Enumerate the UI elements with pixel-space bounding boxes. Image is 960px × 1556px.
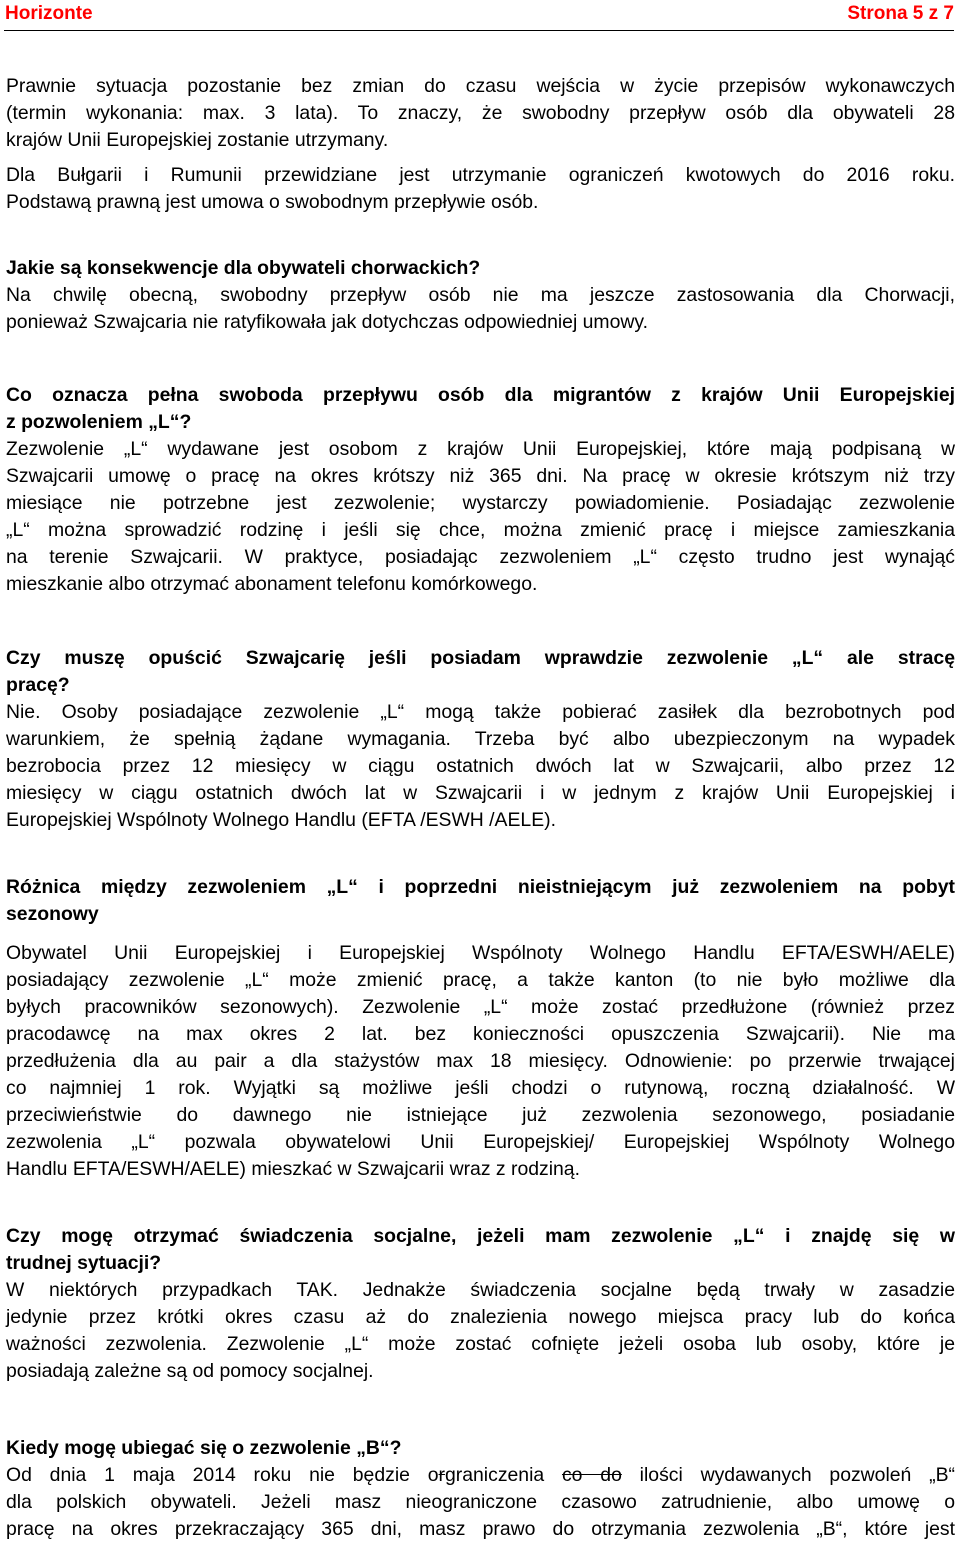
text-line: przedłużenia dla au pair a dla stażystów max 18 miesięcy. Odnowienie: po przerwie trwającej — [6, 1050, 955, 1072]
text-line: byłych pracowników sezonowych). Zezwolenie „L“ może zostać przedłużone (również przez — [6, 996, 955, 1018]
section-social-benefits — [6, 1223, 955, 1385]
text-line: dla polskich obywateli. Jeżeli masz nieograniczone czasowo zatrudnienie, albo umowę o — [6, 1491, 955, 1513]
section-heading: Czy muszę opuścić Szwajcarię jeśli posiadam wprawdzie zezwolenie „L“ ale stracę — [6, 647, 955, 669]
section-heading: Czy mogę otrzymać świadczenia socjalne, jeżeli mam zezwolenie „L“ i znajdę się w — [6, 1225, 955, 1247]
text-line: pracę na okres przekraczający 365 dni, masz prawo do otrzymania zezwolenia „B“, które jest — [6, 1518, 955, 1540]
section-heading: Co oznacza pełna swoboda przepływu osób dla migrantów z krajów Unii Europejskiej — [6, 384, 955, 406]
text-line: miesięcy w ciągu ostatnich dwóch lat w Szwajcarii i w jednym z krajów Unii Europejskiej i — [6, 782, 955, 804]
text-line: Obywatel Unii Europejskiej i Europejskiej Wspólnoty Wolnego Handlu EFTA/ESWH/AELE) — [6, 942, 955, 964]
text-line: (termin wykonania: max. 3 lata). To znaczy, że swobodny przepływ osób dla obywateli 28 — [6, 102, 955, 124]
text-line: co najmniej 1 rok. Wyjątki są możliwe jeśli chodzi o rutynową, roczną działalność. W — [6, 1077, 955, 1099]
text-line: warunkiem, że spełnią żądane wymagania. Trzeba być albo ubezpieczonym na wypadek — [6, 728, 955, 750]
text-line: ważności zezwolenia. Zezwolenie „L“ może zostać cofnięte jeżeli osoba lub osoby, które je — [6, 1333, 955, 1355]
text-line: „L“ można sprowadzić rodzinę i jeśli się chce, można zmienić pracę i miejsce zamieszkania — [6, 519, 955, 541]
text-line: Zezwolenie „L“ wydawane jest osobom z krajów Unii Europejskiej, które mają podpisaną w — [6, 438, 955, 460]
section-difference-body — [6, 940, 955, 1183]
header-title: Horizonte — [5, 3, 93, 24]
section-difference — [6, 874, 955, 928]
section-heading: Kiedy mogę ubiegać się o zezwolenie „B“? — [6, 1437, 402, 1459]
text-line: jedynie przez krótki okres czasu aż do znalezienia nowego miejsca pracy lub do końca — [6, 1306, 955, 1328]
section-heading: z pozwoleniem „L“? — [6, 411, 192, 433]
text-line: Dla Bułgarii i Rumunii przewidziane jest utrzymanie ograniczeń kwotowych do 2016 roku. — [6, 164, 955, 186]
text-line: pracodawcę na max okres 2 lat. bez konieczności opuszczenia Szwajcarii). Nie ma — [6, 1023, 955, 1045]
text-line: W niektórych przypadkach TAK. Jednakże świadczenia socjalne będą trwały w zasadzie — [6, 1279, 955, 1301]
text-line: bezrobocia przez 12 miesięcy w ciągu ostatnich dwóch lat w Szwajcarii, albo przez 12 — [6, 755, 955, 777]
text-line: Szwajcarii umowę o pracę na okres krótszy niż 365 dni. Na pracę w okresie krótszym niż trzy — [6, 465, 955, 487]
page-header — [4, 0, 954, 31]
text-run: graniczenia — [445, 1464, 562, 1486]
text-line: mieszkanie albo otrzymać abonament telefonu komórkowego. — [6, 573, 538, 595]
section-heading: Jakie są konsekwencje dla obywateli chorwackich? — [6, 257, 481, 279]
text-run: Od dnia 1 maja 2014 roku nie będzie o — [6, 1464, 439, 1486]
section-job-loss — [6, 645, 955, 834]
text-line: posiadający zezwolenie „L“ może zmienić pracę, a także kanton (to nie było możliwe dla — [6, 969, 955, 991]
text-run: ilości wydawanych pozwoleń „B“ — [621, 1464, 956, 1486]
page-number: Strona 5 z 7 — [847, 3, 954, 24]
text-line: zezwolenia „L“ pozwala obywatelowi Unii Europejskiej/ Europejskiej Wspólnoty Wolnego — [6, 1131, 955, 1153]
section-heading: Różnica między zezwoleniem „L“ i poprzedni nieistniejącym już zezwoleniem na pobyt — [6, 876, 955, 898]
section-heading: pracę? — [6, 674, 70, 696]
text-line: Handlu EFTA/ESWH/AELE) mieszkać w Szwajcarii wraz z rodziną. — [6, 1158, 580, 1180]
intro-paragraph-2 — [6, 162, 955, 216]
intro-paragraph — [6, 73, 955, 154]
section-heading: sezonowy — [6, 903, 99, 925]
section-permit-b — [6, 1435, 955, 1543]
text-line: Nie. Osoby posiadające zezwolenie „L“ mogą także pobierać zasiłek dla bezrobotnych pod — [6, 701, 955, 723]
text-line: miesiące nie potrzebne jest zezwolenie; wystarczy powiadomienie. Posiadając zezwolenie — [6, 492, 955, 514]
text-line: przeciwieństwie do dawnego nie istniejące już zezwolenia sezonowego, posiadanie — [6, 1104, 955, 1126]
text-line: krajów Unii Europejskiej zostanie utrzymany. — [6, 129, 389, 151]
section-permit-l — [6, 382, 955, 598]
text-line: Europejskiej Wspólnoty Wolnego Handlu (EFTA /ESWH /AELE). — [6, 809, 556, 831]
struck-text: co do — [561, 1464, 622, 1486]
text-line-with-strikethrough — [6, 1462, 955, 1489]
text-line: ponieważ Szwajcaria nie ratyfikowała jak dotychczas odpowiedniej umowy. — [6, 311, 649, 333]
text-line: posiadają zależne są od pomocy socjalnej. — [6, 1360, 374, 1382]
section-heading: trudnej sytuacji? — [6, 1252, 162, 1274]
section-croatia — [6, 255, 955, 336]
text-line: na terenie Szwajcarii. W praktyce, posiadając zezwoleniem „L“ często trudno jest wynająć — [6, 546, 955, 568]
text-line: Na chwilę obecną, swobodny przepływ osób nie ma jeszcze zastosowania dla Chorwacji, — [6, 284, 955, 306]
text-line: Podstawą prawną jest umowa o swobodnym przepływie osób. — [6, 191, 539, 213]
struck-text: r — [438, 1464, 445, 1486]
text-line: Prawnie sytuacja pozostanie bez zmian do czasu wejścia w życie przepisów wykonawczych — [6, 75, 955, 97]
